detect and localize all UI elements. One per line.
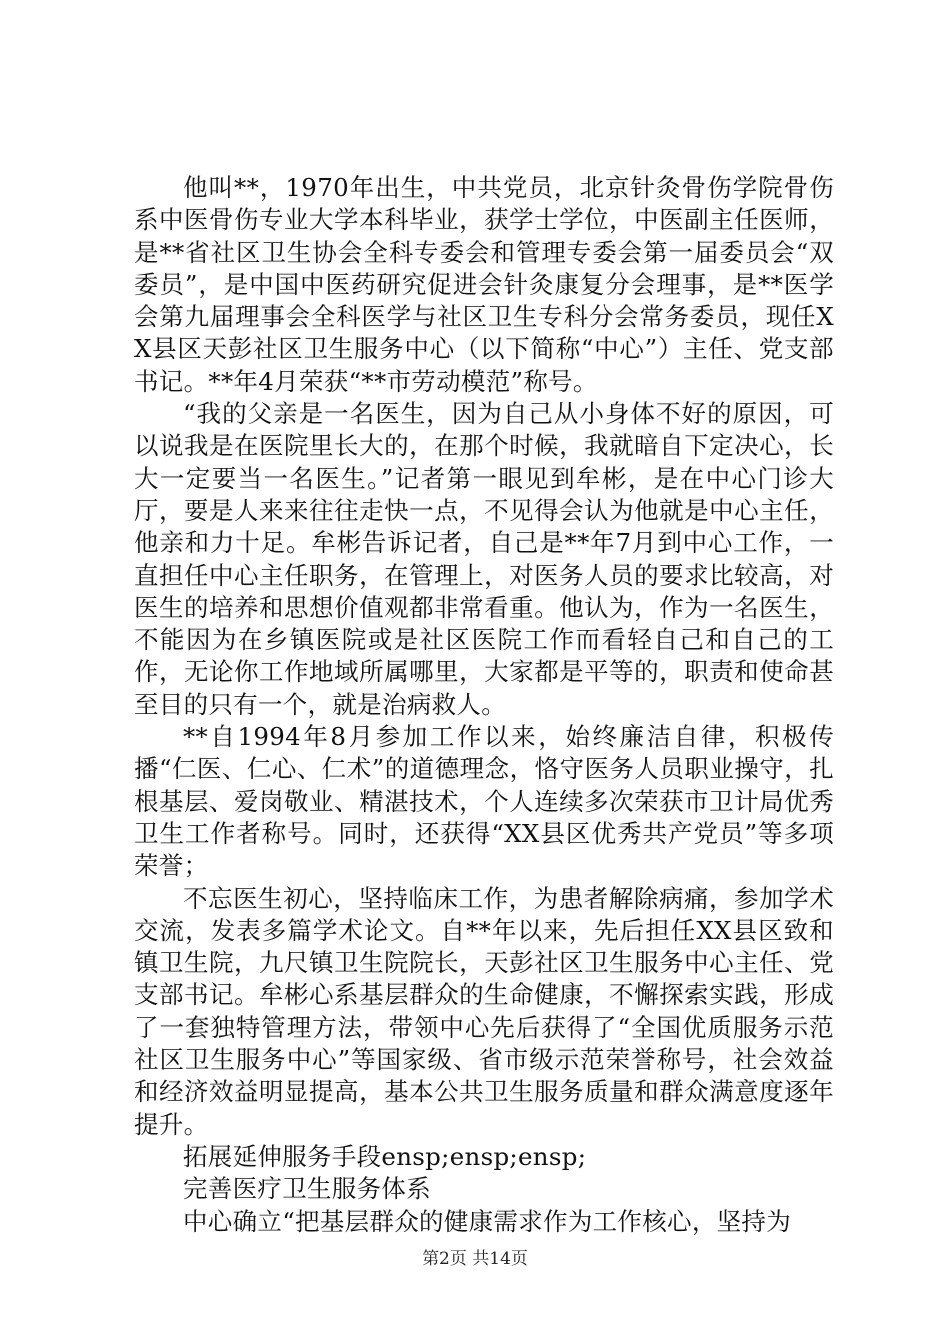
paragraph-bio: 他叫**，1970年出生，中共党员，北京针灸骨伤学院骨伤系中医骨伤专业大学本科毕业，获学士学位，中医副主任医师，是**省社区卫生协会全科专委会和管理专委会第一届委员会“双委员”，是中国中医药研究促进会针灸康复分会理事，是**医学会第九届理事会全科医学与社区卫生专科分会常务委员，现任XX县区天彭社区卫生服务中心（以下简称“中心”）主任、党支部书记。**年4月荣获“**市劳动模范”称号。	[134, 173, 834, 396]
paragraph-clinical: 不忘医生初心，坚持临床工作，为患者解除病痛，参加学术交流，发表多篇学术论文。自**年以来，先后担任XX县区致和镇卫生院，九尺镇卫生院院长，天彭社区卫生服务中心主任、党支部书记。牟彬心系基层群众的生命健康，不懈探索实践，形成了一套独特管理方法，带领中心先后获得了“全国优质服务示范社区卫生服务中心”等国家级、省市级示范荣誉称号，社会效益和经济效益明显提高，基本公共卫生服务质量和群众满意度逐年提升。	[134, 883, 834, 1139]
paragraph-career: **自1994年8月参加工作以来，始终廉洁自律，积极传播“仁医、仁心、仁术”的道德理念，恪守医务人员职业操守，扎根基层、爱岗敬业、精湛技术，个人连续多次荣获市卫计局优秀卫生工作者称号。同时，还获得“XX县区优秀共产党员”等多项荣誉；	[134, 722, 834, 881]
paragraph-father-quote: “我的父亲是一名医生，因为自己从小身体不好的原因，可以说我是在医院里长大的，在那个时候，我就暗自下定决心，长大一定要当一名医生。”记者第一眼见到牟彬，是在中心门诊大厅，要是人来来往往走快一点，不见得会认为他就是中心主任，他亲和力十足。牟彬告诉记者，自己是**年7月到中心工作，一直担任中心主任职务，在管理上，对医务人员的要求比较高，对医生的培养和思想价值观都非常看重。他认为，作为一名医生，不能因为在乡镇医院或是社区医院工作而看轻自己和自己的工作，无论你工作地域所属哪里，大家都是平等的，职责和使命甚至目的只有一个，就是治病救人。	[134, 399, 834, 719]
body-text	[134, 172, 834, 1238]
page-footer: 第2页 共14页	[422, 1249, 528, 1269]
paragraph-center-core: 中心确立“把基层群众的健康需求作为工作核心，坚持为	[183, 1206, 792, 1236]
paragraph-improve-system: 完善医疗卫生服务体系	[183, 1174, 431, 1204]
paragraph-extend-service: 拓展延伸服务手段ensp;ensp;ensp;	[183, 1141, 587, 1171]
